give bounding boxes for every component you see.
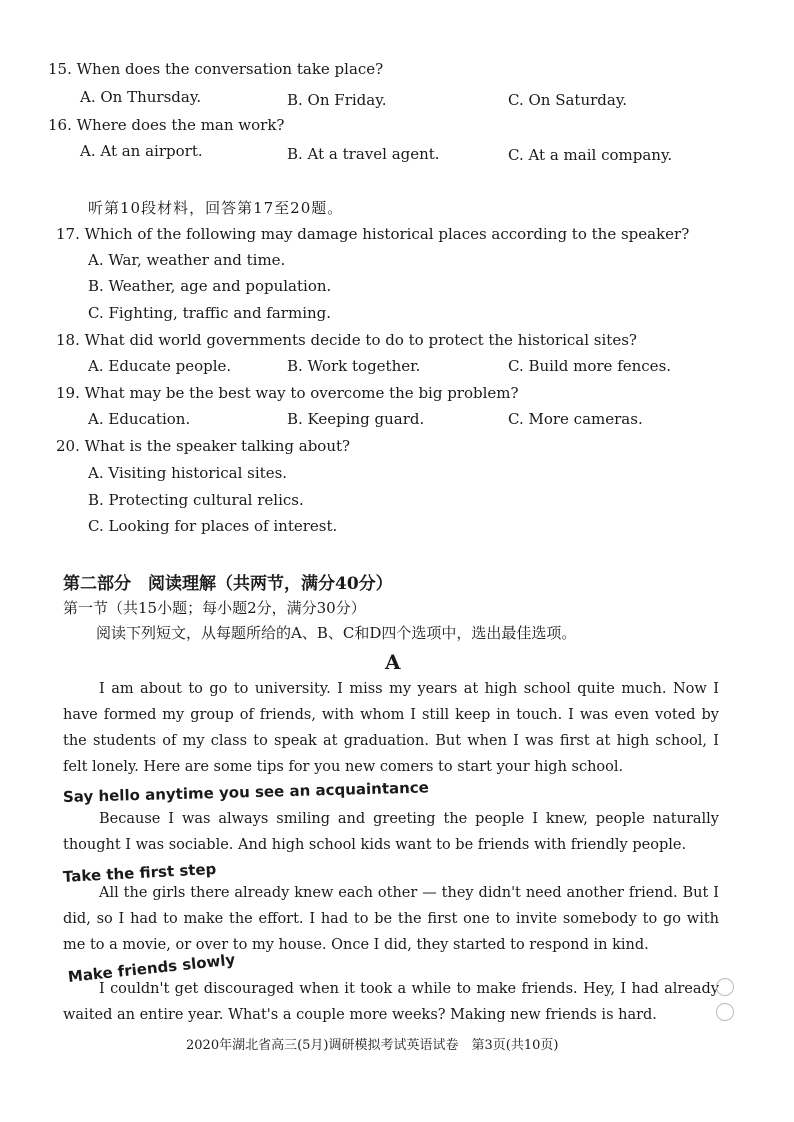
question-18-option-a: A. Educate people. <box>88 357 232 375</box>
passage-intro: I am about to go to university. I miss my years at high school quite much. Now I have formed my group of friends, with whom I still keep in touch. I was even voted by the students of my class to speak at graduation. But when I was first at high school, I felt lonely. Here are some tips for you new comers to start your high school. <box>63 681 719 775</box>
question-20-option-a: A. Visiting historical sites. <box>88 464 288 482</box>
section-2-subtitle: 第一节（共15小题；每小题2分，满分30分） <box>63 599 366 617</box>
question-16-stem: 16. Where does the man work? <box>48 116 285 134</box>
question-16-option-a: A. At an airport. <box>80 142 203 160</box>
listening-instruction: 听第10段材料，回答第17至20题。 <box>88 199 344 217</box>
question-18-stem: 18. What did world governments decide to do to protect the historical sites? <box>56 331 637 349</box>
tip-2-heading: Take the first step <box>62 859 217 886</box>
question-17-stem: 17. Which of the following may damage historical places according to the speaker? <box>56 225 690 243</box>
section-2-instruction: 阅读下列短文，从每题所给的A、B、C和D四个选项中，选出最佳选项。 <box>96 624 577 642</box>
question-19-option-b: B. Keeping guard. <box>287 410 425 428</box>
question-19-option-c: C. More cameras. <box>508 410 643 428</box>
binding-hole-mark <box>716 978 734 996</box>
question-20-stem: 20. What is the speaker talking about? <box>56 437 351 455</box>
question-15-option-c: C. On Saturday. <box>508 91 628 109</box>
tip-3-heading: Make friends slowly <box>67 950 237 986</box>
passage-letter: A <box>385 650 401 674</box>
question-18-option-b: B. Work together. <box>287 357 421 375</box>
question-15-option-b: B. On Friday. <box>287 91 387 109</box>
question-16-option-c: C. At a mail company. <box>508 146 673 164</box>
question-17-option-a: A. War, weather and time. <box>88 251 286 269</box>
question-19-stem: 19. What may be the best way to overcome the big problem? <box>56 384 519 402</box>
tip-3-text: I couldn't get discouraged when it took a while to make friends. Hey, I had already waited an entire year. What's a couple more weeks? Making new friends is hard. <box>63 981 719 1023</box>
page-footer: 2020年湖北省高三(5月)调研模拟考试英语试卷 第3页(共10页) <box>186 1038 559 1053</box>
question-15-option-a: A. On Thursday. <box>80 88 202 106</box>
question-17-option-c: C. Fighting, traffic and farming. <box>88 304 332 322</box>
tip-1-heading: Say hello anytime you see an acquaintance <box>62 778 430 806</box>
section-2-title: 第二部分 阅读理解（共两节，满分40分） <box>63 574 393 594</box>
question-17-option-b: B. Weather, age and population. <box>88 277 332 295</box>
question-20-option-b: B. Protecting cultural relics. <box>88 491 304 509</box>
question-18-option-c: C. Build more fences. <box>508 357 672 375</box>
binding-hole-mark <box>716 1003 734 1021</box>
question-20-option-c: C. Looking for places of interest. <box>88 517 338 535</box>
tip-2-text: All the girls there already knew each other — they didn't need another friend. But I did, so I had to make the effort. I had to be the first one to invite somebody to go with me to a movie, or over to my house. Once I did, they started to respond in kind. <box>63 885 719 953</box>
question-19-option-a: A. Education. <box>88 410 191 428</box>
question-16-option-b: B. At a travel agent. <box>287 145 440 163</box>
tip-1-text: Because I was always smiling and greeting the people I knew, people naturally thought I was sociable. And high school kids want to be friends with friendly people. <box>63 811 719 853</box>
question-15-stem: 15. When does the conversation take place? <box>48 60 384 78</box>
